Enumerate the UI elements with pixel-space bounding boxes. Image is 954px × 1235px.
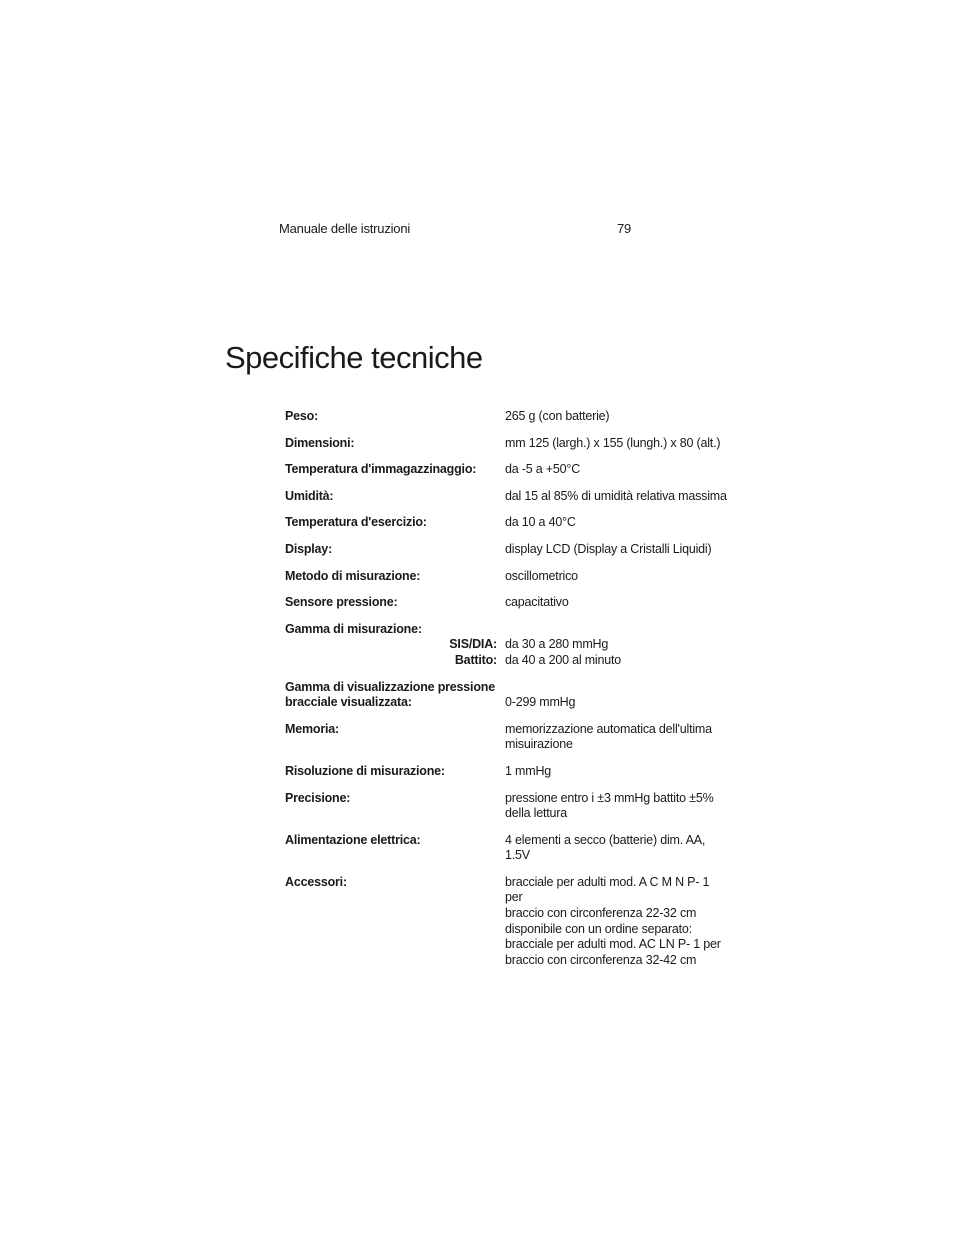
spec-label: Temperatura d'esercizio: [285,515,427,530]
spec-row-temperatura-immagazzinaggio [285,462,730,478]
spec-value: memorizzazione automatica dell'ultima misuirazione [505,721,712,752]
page-title: Specifiche tecniche [225,340,483,375]
spec-subvalue: da 40 a 200 al minuto [505,652,622,667]
spec-row-dimensioni [285,436,730,452]
spec-row-gamma-visualizzazione [285,680,730,711]
spec-value: display LCD (Display a Cristalli Liquidi) [505,541,712,556]
spec-table [285,409,730,979]
spec-row-alimentazione [285,833,730,864]
page-number: 79 [616,221,631,236]
spec-row-memoria [285,722,730,753]
spec-label: Precisione: [285,790,351,805]
spec-value: 1 mmHg [505,763,552,778]
spec-subvalue: da 30 a 280 mmHg [505,637,609,652]
spec-row-umidita [285,489,730,505]
spec-value: 265 g (con batterie) [505,409,610,423]
spec-row-precisione [285,791,730,822]
spec-value: da 10 a 40°C [505,515,576,530]
spec-subrow-sis-dia [285,637,730,653]
spec-label: Temperatura d'immagazzinaggio: [285,462,477,477]
spec-sublabel: Battito: [454,652,497,667]
spec-label: Gamma di visualizzazione pressione bracciale visualizzata: [285,679,495,710]
spec-label: Sensore pressione: [285,595,398,610]
spec-label: Metodo di misurazione: [285,568,421,583]
spec-label: Gamma di misurazione: [285,621,422,636]
spec-value: 0-299 mmHg [505,695,576,710]
spec-label: Dimensioni: [285,435,355,450]
spec-row-display [285,542,730,558]
spec-row-gamma-misurazione [285,622,730,669]
spec-row-sensore-pressione [285,595,730,611]
spec-label: Memoria: [285,721,339,736]
spec-value: oscillometrico [505,568,578,583]
spec-label: Accessori: [285,874,347,889]
spec-row-accessori [285,875,730,969]
spec-label: Risoluzione di misurazione: [285,763,445,778]
spec-label: Umidità: [285,488,334,503]
spec-value: dal 15 al 85% di umidità relativa massima [505,488,727,503]
spec-value: capacitativo [505,595,569,610]
spec-value: da -5 a +50°C [505,462,581,477]
spec-value: bracciale per adulti mod. A C M N P- 1 per braccio con circonferenza 22-32 cm disponibile con un ordine separato: bracciale per adulti mod. AC LN P- 1 per braccio con circonferenza 32-42 cm [505,874,721,967]
spec-row-risoluzione [285,764,730,780]
spec-row-peso [285,409,730,425]
spec-value: 4 elementi a secco (batterie) dim. AA, 1.5V [505,832,706,863]
spec-label: Alimentazione elettrica: [285,832,421,847]
spec-sublabel: SIS/DIA: [449,637,497,652]
spec-row-metodo-misurazione [285,569,730,585]
spec-value: mm 125 (largh.) x 155 (lungh.) x 80 (alt.) [505,435,721,450]
spec-subrow-battito [285,653,730,669]
manual-title: Manuale delle istruzioni [279,221,411,236]
spec-label: Peso: [285,409,319,423]
spec-value: pressione entro i ±3 mmHg battito ±5% della lettura [505,790,714,821]
spec-row-temperatura-esercizio [285,515,730,531]
spec-label: Display: [285,541,333,556]
